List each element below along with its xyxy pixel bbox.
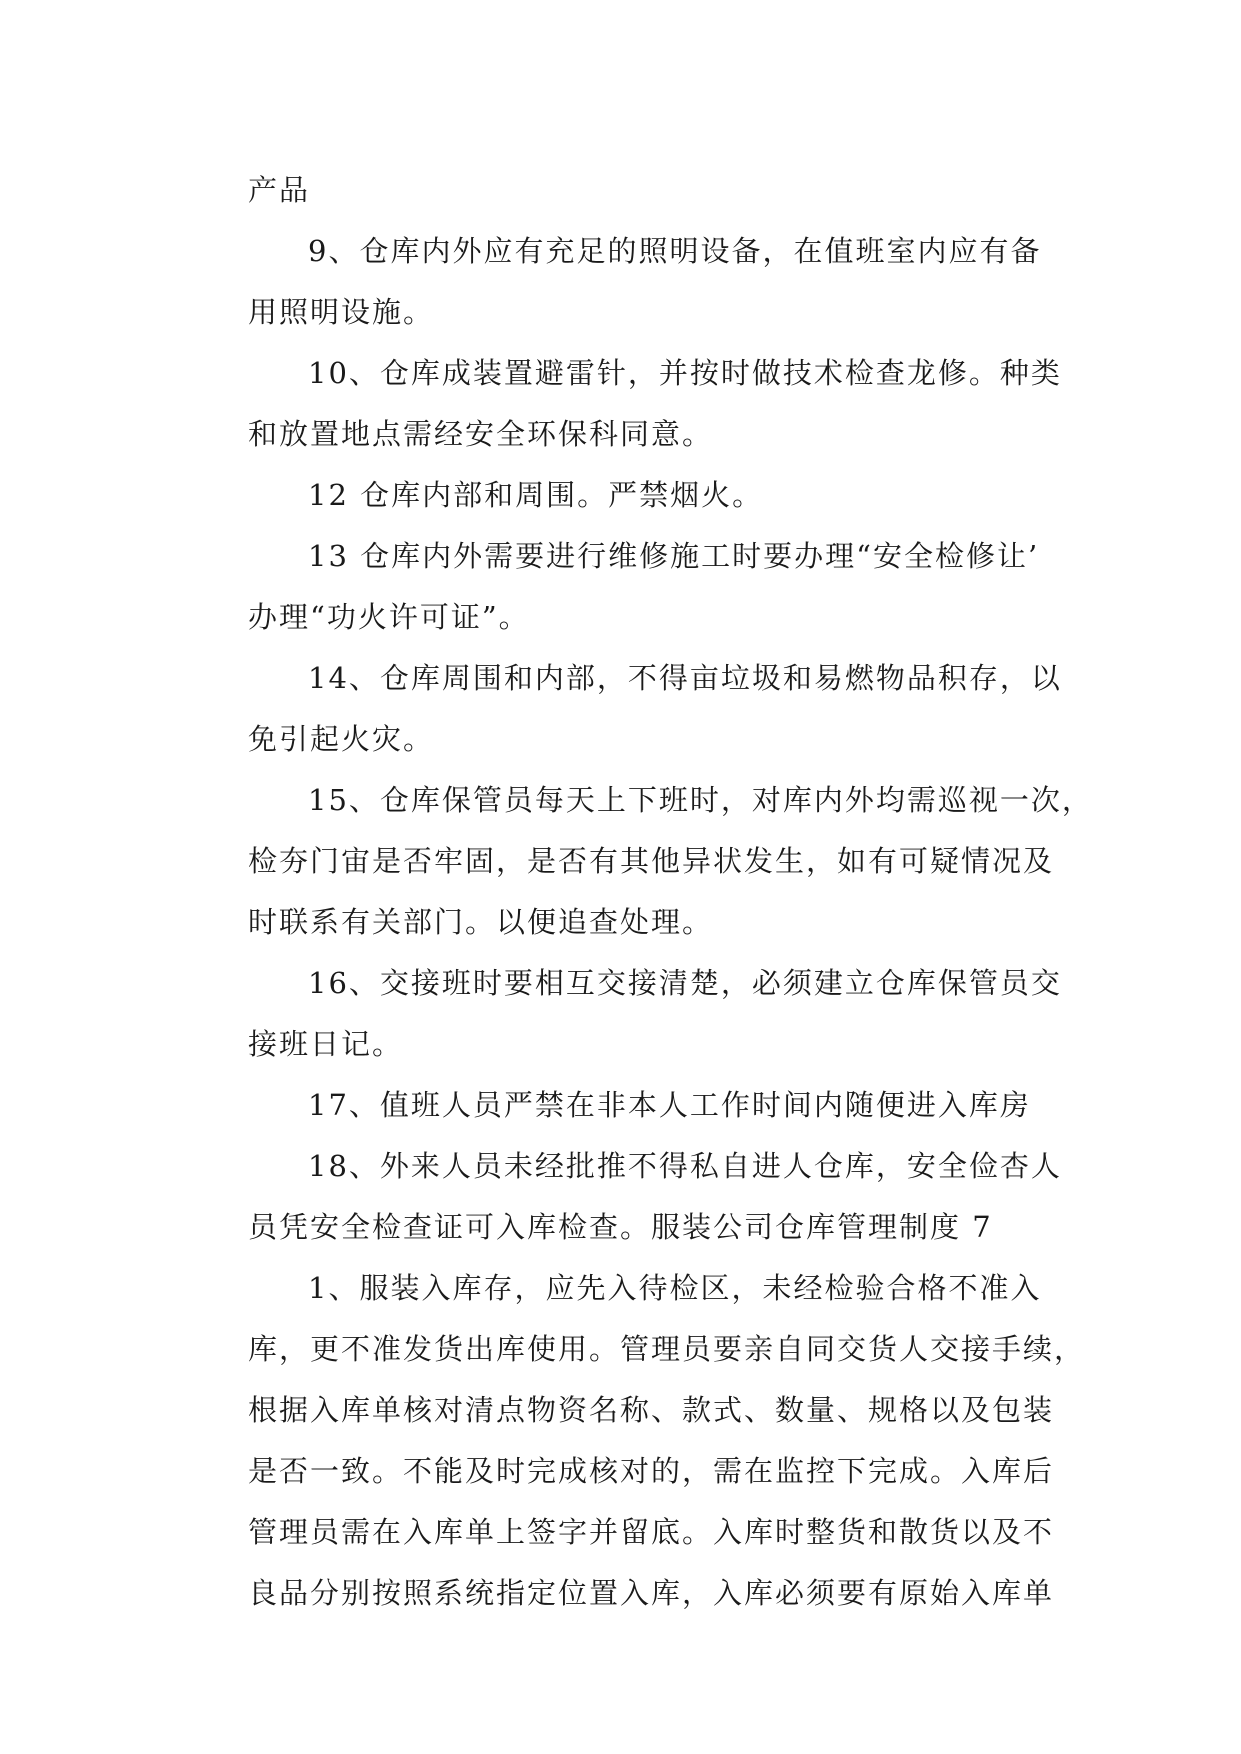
text-line: 16、交接班时要相互交接清楚，必须建立仓库保管员交 [308,966,1062,1000]
text-line: 15、仓库保管员每天上下班时，对库内外均需巡视一次， [308,783,1093,817]
text-line: 1、服装入库存，应先入待检区，未经检验合格不准入 [308,1271,1042,1305]
paragraph-item-18 [190,1136,1062,1258]
paragraph-item-10 [190,343,1062,465]
paragraph-item-17 [190,1075,1052,1136]
text-line: 接班日记。 [248,1027,404,1061]
text-line: 良品分别按照系统指定位置入库，入库必须要有原始入库单 [248,1576,1055,1610]
text-line: 是否一致。不能及时完成核对的，需在监控下完成。入库后 [248,1454,1055,1488]
text-line: 12 仓库内部和周围。严禁烟火。 [308,478,764,512]
text-line: 免引起火灾。 [248,722,435,756]
text-line: 员凭安全检查证可入库检查。服装公司仓库管理制度 7 [248,1210,993,1244]
paragraph-item-15 [190,770,1093,953]
paragraph-item-14 [190,648,1062,770]
paragraph-item-12 [190,465,1052,526]
text-line: 管理员需在入库单上签字并留底。入库时整货和散货以及不 [248,1515,1055,1549]
text-line: 时联系有关部门。以便追查处理。 [248,905,714,939]
text-line: 库，更不准发货出库使用。管理员要亲自同交货人交接手续， [248,1332,1086,1366]
text-line: 18、外来人员未经批推不得私自进人仓库，安全俭杏人 [308,1149,1062,1183]
text-line: 13 仓库内外需要进行维修施工时要办理“安全检修让’ [308,539,1040,573]
text-line: 10、仓库成装置避雷针，并按时做技术检查龙修。种类 [308,356,1062,390]
text-line: 和放置地点需经安全环保科同意。 [248,417,714,451]
paragraph-item-16 [190,953,1062,1075]
paragraph-continuation [190,160,1052,221]
text-line: 办理“功火许可证”。 [248,600,530,634]
text-line: 9、仓库内外应有充足的照明设备，在值班室内应有备 [308,234,1042,268]
document-body [190,160,1093,1624]
text-line: 根据入库单核对清点物资名称、款式、数量、规格以及包装 [248,1393,1055,1427]
paragraph-item-9 [190,221,1052,343]
paragraph-item-13 [190,526,1052,648]
text-line: 用照明设施。 [248,295,435,329]
text-line: 检夯门宙是否牢固，是否有其他异状发生，如有可疑情况及 [248,844,1055,878]
text-line: 产品 [248,173,311,207]
paragraph-item-1 [190,1258,1086,1624]
text-line: 17、值班人员严禁在非本人工作时间内随便进入库房 [308,1088,1031,1122]
text-line: 14、仓库周围和内部，不得亩垃圾和易燃物品积存，以 [308,661,1062,695]
